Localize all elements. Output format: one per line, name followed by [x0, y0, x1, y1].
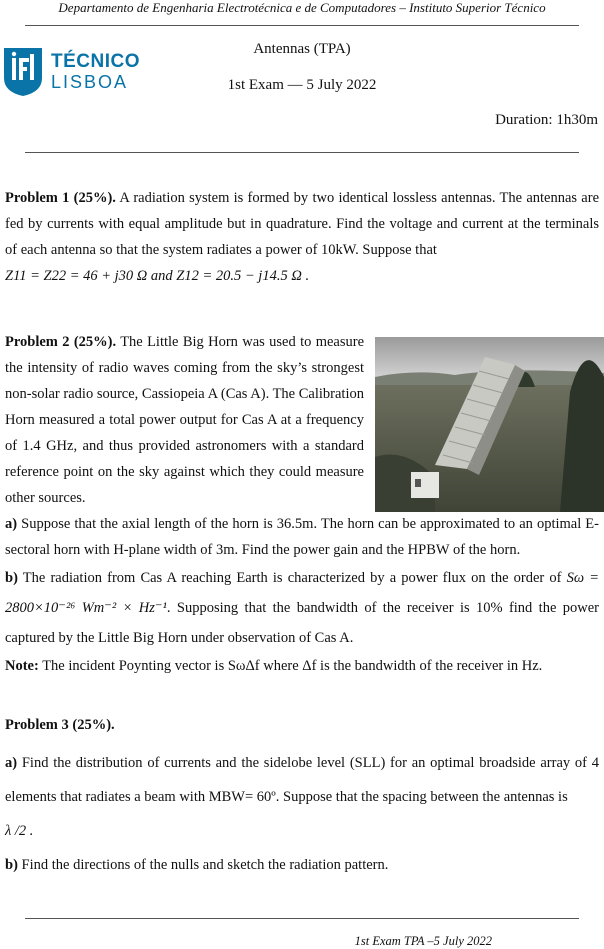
header-rule — [25, 25, 579, 26]
little-big-horn-photo — [375, 337, 604, 512]
problem-3-a-formula: λ /2 . — [5, 823, 34, 839]
problem-2-b-formula: Sω = 2800×10⁻²⁶ Wm⁻² × Hz⁻¹ — [5, 570, 599, 616]
footer-text: 1st Exam TPA –5 July 2022 — [354, 934, 492, 948]
problem-1-formula: Z11 = Z22 = 46 + j30 Ω and Z12 = 20.5 − j14.5 Ω . — [5, 268, 310, 284]
title-rule — [25, 152, 579, 153]
exam-title: 1st Exam — 5 July 2022 — [227, 77, 377, 93]
problem-2-b-text1: The radiation from Cas A reaching Earth is characterized by a power flux on the order of — [17, 570, 562, 586]
problem-2-part-a — [5, 511, 599, 563]
problem-3-a-text: Find the distribution of currents and the sidelobe level (SLL) for an optimal broadside array of 4 elements that radiates a beam with MBW= 60º. Suppose that the spacing between the antennas is — [5, 755, 599, 805]
problem-2-b-label: b) — [5, 570, 18, 586]
problem-3-b-text: Find the directions of the nulls and sketch the radiation pattern. — [17, 857, 389, 873]
problem-3-a-label: a) — [5, 755, 18, 771]
problem-2-intro: The Little Big Horn was used to measure the intensity of radio waves coming from the sky’s strongest non-solar radio source, Cassiopeia A (Cas A). The Calibration Horn measured a total power output for Cas A at a frequency of 1.4 GHz, and thus provided astronomers with a standard reference point on the sky against which they could measure other sources. — [5, 334, 364, 506]
problem-2-part-b — [5, 563, 599, 653]
problem-3-part-b — [5, 852, 599, 878]
institution-header: Departamento de Engenharia Electrotécnica e de Computadores – Instituto Superior Técnico — [58, 0, 546, 15]
course-title: Antennas (TPA) — [253, 41, 351, 57]
logo-line2: LISBOA — [51, 72, 129, 92]
problem-2-a-text: Suppose that the axial length of the horn is 36.5m. The horn can be approximated to an optimal E-sectoral horn with H-plane width of 3m. Find the power gain and the HPBW of the horn. — [5, 516, 599, 558]
duration: Duration: 1h30m — [495, 112, 598, 128]
logo-line1: TÉCNICO — [51, 51, 140, 72]
problem-2-heading: Problem 2 (25%). — [5, 334, 117, 350]
problem-2-intro-block — [5, 329, 364, 511]
problem-2-note — [5, 653, 599, 679]
problem-2-parts — [5, 511, 599, 679]
problem-2-b-text2: . Supposing that the bandwidth of the receiver is 10% find the power captured by the Little Big Horn under observation of Cas A. — [5, 600, 600, 646]
problem-2-note-label: Note: — [5, 658, 39, 674]
problem-2-note-text: The incident Poynting vector is SωΔf where Δf is the bandwidth of the receiver in Hz. — [38, 658, 543, 674]
problem-3-b-label: b) — [5, 857, 18, 873]
horn-antenna-image — [375, 337, 604, 512]
problem-2-a-label: a) — [5, 516, 18, 532]
problem-3-part-a — [5, 746, 599, 848]
problem-1-text: A radiation system is formed by two identical lossless antennas. The antennas are fed by currents with equal amplitude but in quadrature. Find the voltage and current at the terminals of each antenna so that the system radiates a power of 10kW. Suppose that — [5, 190, 600, 258]
footer-rule — [25, 918, 579, 919]
problem-1-heading: Problem 1 (25%). — [5, 190, 116, 206]
problem-3-heading: Problem 3 (25%). — [5, 717, 115, 733]
problem-3 — [5, 712, 599, 738]
problem-1 — [5, 185, 599, 289]
